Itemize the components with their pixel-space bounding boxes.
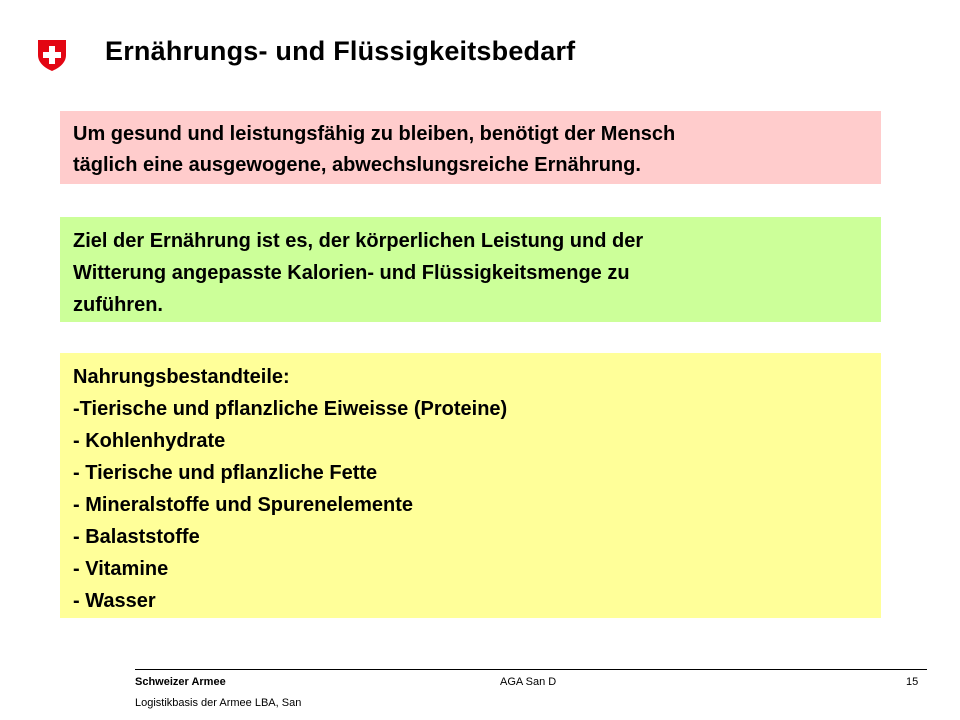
- components-heading: Nahrungsbestandteile:: [73, 366, 290, 388]
- nutrient-label: Kohlenhydrate: [85, 430, 226, 452]
- intro-line: Um gesund und leistungsfähig zu bleiben, benötigt der Mensch: [73, 123, 676, 145]
- components-box: [60, 353, 881, 618]
- page-title: Ernährungs- und Flüssigkeitsbedarf: [105, 36, 576, 66]
- nutrient-bullet: -: [73, 494, 86, 516]
- nutrient-label: Vitamine: [85, 558, 169, 580]
- nutrient-bullet: -: [73, 462, 86, 484]
- swiss-cross-shield-icon: [36, 38, 68, 72]
- nutrient-label: Wasser: [85, 590, 156, 612]
- nutrient-label: Tierische und pflanzliche Eiweisse (Proteine): [79, 398, 508, 420]
- nutrient-item: [73, 393, 881, 425]
- nutrient-item: [73, 585, 881, 617]
- footer-divider: [135, 669, 927, 670]
- nutrient-item: [73, 425, 881, 457]
- nutrient-bullet: -: [73, 398, 80, 420]
- footer-course: AGA San D: [500, 676, 557, 688]
- nutrient-bullet: -: [73, 590, 86, 612]
- footer-unit: Logistikbasis der Armee LBA, San: [135, 697, 302, 709]
- nutrient-bullet: -: [73, 558, 86, 580]
- page-number: 15: [906, 676, 919, 688]
- goal-box: [60, 217, 881, 322]
- intro-line: täglich eine ausgewogene, abwechslungsreiche Ernährung.: [73, 154, 641, 176]
- nutrient-item: [73, 521, 881, 553]
- nutrient-item: [73, 489, 881, 521]
- nutrient-bullet: -: [73, 526, 86, 548]
- nutrient-label: Balaststoffe: [85, 526, 200, 548]
- footer-organization: Schweizer Armee: [135, 676, 226, 688]
- nutrient-item: [73, 553, 881, 585]
- nutrient-label: Tierische und pflanzliche Fette: [85, 462, 378, 484]
- intro-box: [60, 111, 881, 184]
- nutrient-bullet: -: [73, 430, 86, 452]
- goal-line: Witterung angepasste Kalorien- und Flüssigkeitsmenge zu: [73, 262, 630, 284]
- goal-line: Ziel der Ernährung ist es, der körperlichen Leistung und der: [73, 230, 644, 252]
- nutrient-item: [73, 457, 881, 489]
- nutrient-label: Mineralstoffe und Spurenelemente: [85, 494, 414, 516]
- goal-line: zuführen.: [73, 294, 163, 316]
